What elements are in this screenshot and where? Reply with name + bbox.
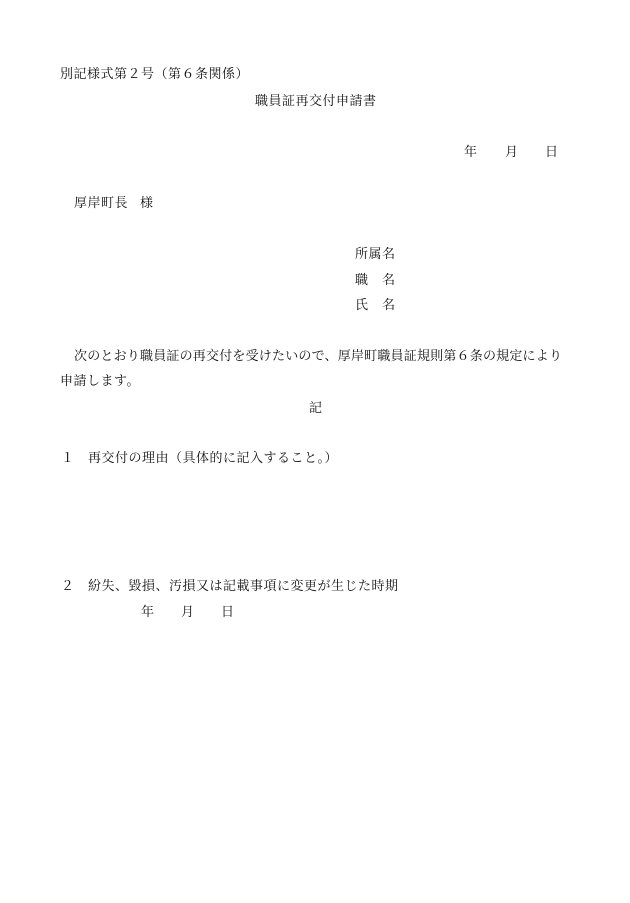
position-label: 職 名: [355, 273, 396, 288]
addressee-honorific: 様: [140, 196, 154, 211]
date-month: 月: [505, 145, 519, 160]
body-line-1: 次のとおり職員証の再交付を受けたいので、厚岸町職員証規則第６条の規定により: [74, 349, 563, 364]
item-1-number: １: [61, 451, 75, 466]
ki-heading: 記: [309, 401, 323, 416]
document-title: 職員証再交付申請書: [255, 94, 377, 109]
name-label: 氏 名: [355, 298, 396, 313]
item-2-day: 日: [221, 605, 235, 620]
item-1-text: 再交付の理由（具体的に記入すること。）: [88, 451, 339, 466]
affiliation-label: 所属名: [355, 247, 396, 262]
date-year: 年: [464, 145, 478, 160]
addressee-name: 厚岸町長: [74, 196, 129, 211]
item-2-number: ２: [61, 579, 75, 594]
item-2-text: 紛失、毀損、汚損又は記載事項に変更が生じた時期: [88, 579, 399, 594]
date-day: 日: [545, 145, 559, 160]
body-line-2: 申請します。: [60, 374, 140, 389]
form-label: 別記様式第２号（第６条関係）: [60, 67, 250, 82]
item-2-month: 月: [181, 605, 195, 620]
item-2-year: 年: [141, 605, 155, 620]
